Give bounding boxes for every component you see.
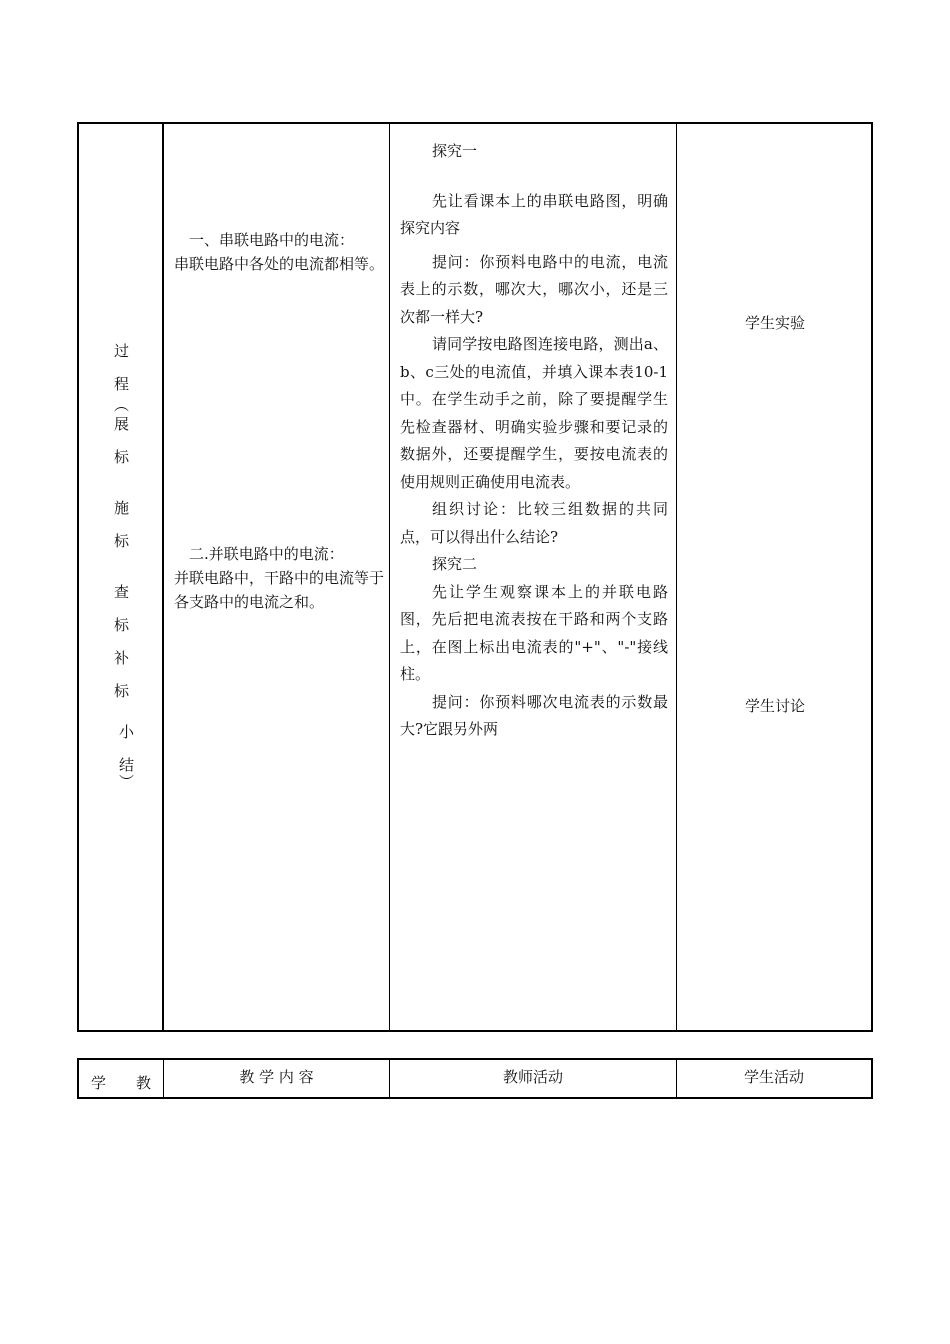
teacher-paragraph: 请同学按电路图连接电路，测出a、b、c三处的电流值，并填入课本表10-1中。在学生动手之前，除了要提醒学生先检查器材、明确实验步骤和要记录的数据外，还要提醒学生，要按电流表的使用规则正确使用电流表。	[400, 335, 668, 491]
stage-char: 标	[113, 682, 129, 700]
stage-char: 展	[113, 415, 129, 433]
student-activity-experiment: 学生实验	[744, 314, 805, 332]
teacher-paragraph: 提问：你预料电路中的电流，电流表上的示数，哪次大，哪次小，还是三次都一样大?	[400, 252, 668, 326]
stage-char: 施	[113, 499, 129, 517]
teacher-activity-text	[400, 138, 668, 744]
stage-char: ︵	[113, 396, 129, 414]
stage-char: 标	[113, 448, 129, 466]
stage-char: 查	[113, 583, 129, 601]
stage-char: 过	[113, 342, 129, 360]
teacher-paragraph: 先让学生观察课本上的并联电路图，先后把电流表按在干路和两个支路上，在图上标出电流表的"+"、"-"接线柱。	[400, 582, 668, 683]
header-cell-stage	[79, 1060, 164, 1097]
header-label: 教师活动	[502, 1068, 563, 1086]
content-item-title: 二.并联电路中的电流：	[189, 545, 344, 563]
table-header-row	[77, 1058, 873, 1099]
content-item-title: 一、串联电路中的电流：	[189, 231, 355, 249]
student-activity-discussion: 学生讨论	[744, 697, 805, 715]
content-item-parallel	[174, 542, 384, 614]
teaching-content-column	[164, 124, 390, 1030]
stage-char: 结	[118, 756, 134, 774]
stage-char: 小	[118, 723, 134, 741]
header-cell-student	[677, 1060, 871, 1097]
teacher-paragraph: 提问：你预料哪次电流表的示数最大?它跟另外两	[400, 692, 668, 738]
stage-char: 补	[113, 649, 129, 667]
content-item-body: 并联电路中，干路中的电流等于各支路中的电流之和。	[174, 569, 385, 611]
teacher-paragraph: 探究二	[432, 555, 478, 573]
stage-char: 标	[113, 532, 129, 550]
teacher-paragraph: 先让看课本上的串联电路图，明确探究内容	[400, 191, 668, 237]
content-item-series	[174, 228, 384, 276]
lesson-process-table	[77, 122, 873, 1032]
stage-char: 标	[113, 616, 129, 634]
header-label: 教 学 内 容	[239, 1068, 314, 1086]
header-label: 学 教	[90, 1074, 151, 1092]
teacher-paragraph: 组织讨论：比较三组数据的共同点，可以得出什么结论?	[400, 500, 668, 546]
teacher-paragraph: 探究一	[432, 142, 478, 160]
stage-char: ︶	[118, 773, 134, 791]
content-item-body: 串联电路中各处的电流都相等。	[174, 255, 385, 273]
teacher-activity-column	[390, 124, 677, 1030]
header-cell-content	[164, 1060, 390, 1097]
student-activity-column	[677, 124, 873, 1030]
stage-char: 程	[113, 375, 129, 393]
stage-column	[79, 124, 164, 1030]
stage-label	[79, 344, 164, 790]
header-cell-teacher	[390, 1060, 677, 1097]
header-label: 学生活动	[743, 1068, 804, 1086]
